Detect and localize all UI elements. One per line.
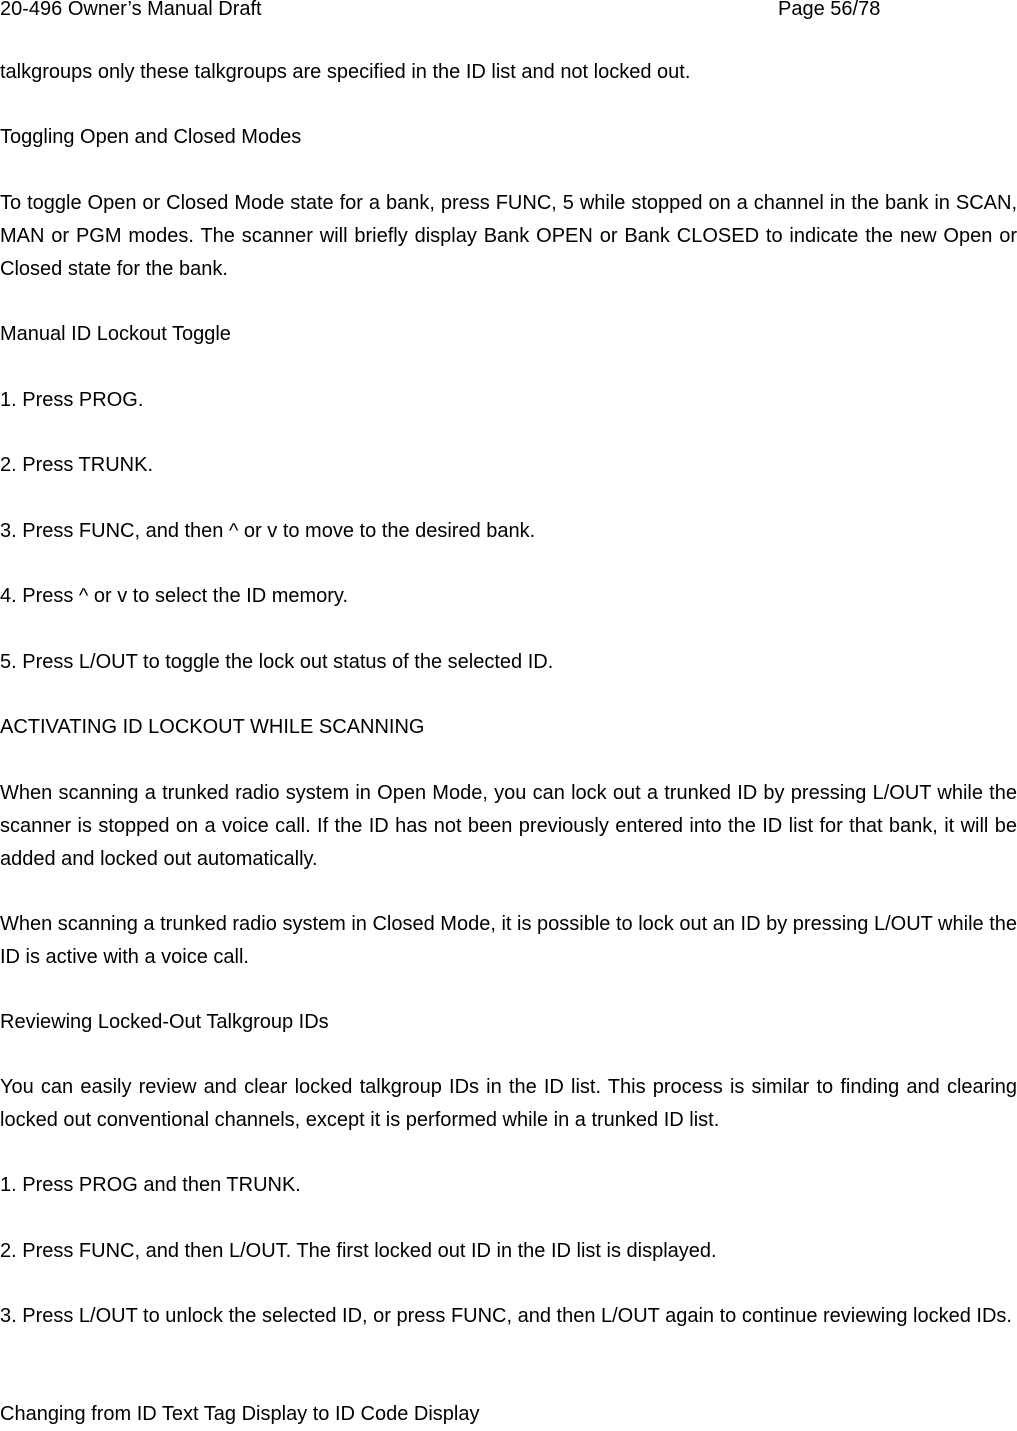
header-title: 20-496 Owner’s Manual Draft <box>0 0 262 20</box>
step-item: 4. Press ^ or v to select the ID memory. <box>0 585 349 607</box>
section-heading: Toggling Open and Closed Modes <box>0 126 302 148</box>
body-text: talkgroups only these talkgroups are specified in the ID list and not locked out. <box>0 61 691 83</box>
section-heading: Manual ID Lockout Toggle <box>0 323 231 345</box>
step-item: 1. Press PROG and then TRUNK. <box>0 1174 301 1196</box>
section-heading: Reviewing Locked-Out Talkgroup IDs <box>0 1011 329 1033</box>
step-item: 3. Press L/OUT to unlock the selected ID, or press FUNC, and then L/OUT again to continue reviewing locked IDs. <box>0 1305 1012 1327</box>
step-item: 2. Press FUNC, and then L/OUT. The first locked out ID in the ID list is displayed. <box>0 1240 717 1262</box>
section-heading: Changing from ID Text Tag Display to ID Code Display <box>0 1403 480 1425</box>
section-heading: ACTIVATING ID LOCKOUT WHILE SCANNING <box>0 716 425 738</box>
body-paragraph: When scanning a trunked radio system in Open Mode, you can lock out a trunked ID by pressing L/OUT while the scanner is stopped on a voice call. If the ID has not been previously entered into the ID list for that bank, it will be added and locked out automatically. <box>0 782 1017 870</box>
body-paragraph: When scanning a trunked radio system in Closed Mode, it is possible to lock out an ID by pressing L/OUT while the ID is active with a voice call. <box>0 913 1017 968</box>
body-paragraph: To toggle Open or Closed Mode state for a bank, press FUNC, 5 while stopped on a channel in the bank in SCAN, MAN or PGM modes. The scanner will briefly display Bank OPEN or Bank CLOSED to indicate the new Open or Closed state for the bank. <box>0 192 1017 280</box>
page-number: Page 56/78 <box>778 0 881 20</box>
page-header <box>0 0 1017 22</box>
step-item: 3. Press FUNC, and then ^ or v to move to the desired bank. <box>0 520 536 542</box>
step-item: 2. Press TRUNK. <box>0 454 153 476</box>
body-paragraph: You can easily review and clear locked talkgroup IDs in the ID list. This process is similar to finding and clearing locked out conventional channels, except it is performed while in a trunked ID list. <box>0 1076 1017 1131</box>
step-item: 1. Press PROG. <box>0 389 144 411</box>
step-item: 5. Press L/OUT to toggle the lock out status of the selected ID. <box>0 651 554 673</box>
